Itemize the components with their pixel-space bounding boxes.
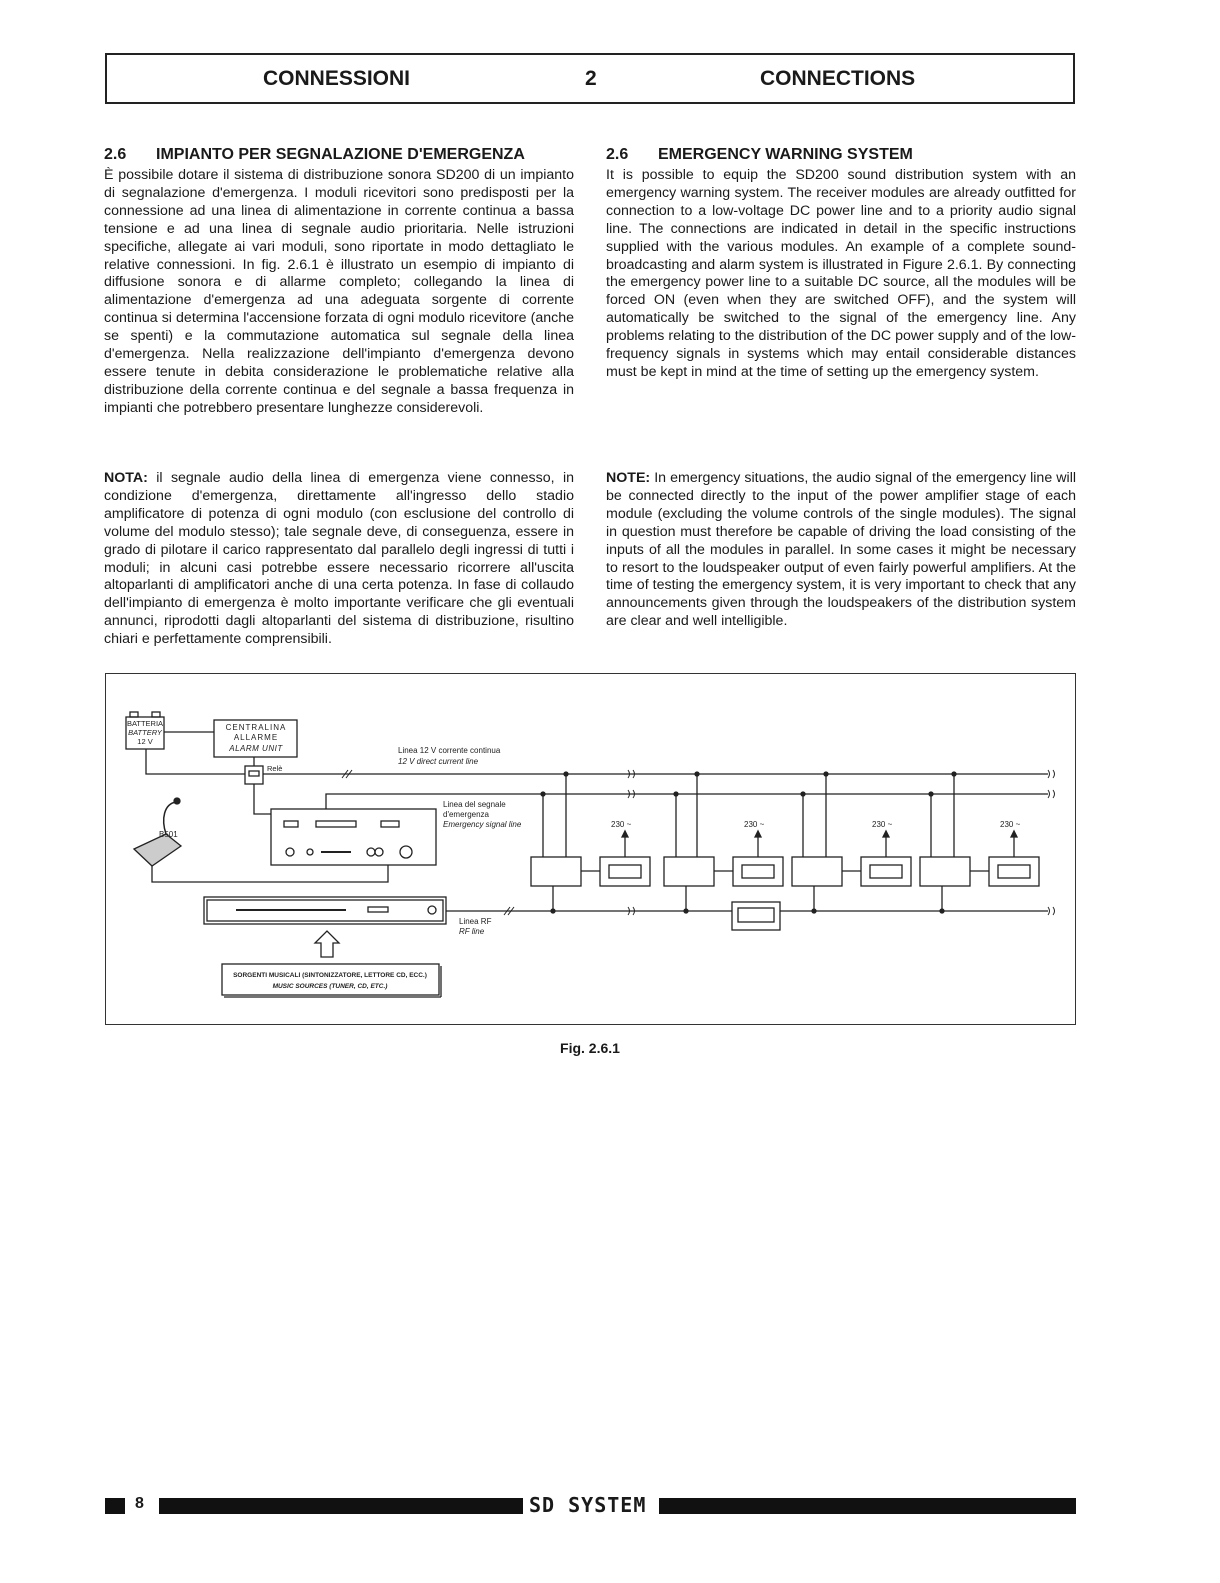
battery-voltage: 12 V <box>137 737 153 746</box>
mains-label: 230 ~ <box>744 820 765 829</box>
zone-3 <box>792 772 911 913</box>
alarm-unit <box>214 720 297 757</box>
alarm-label-it-1: CENTRALINA <box>225 723 287 732</box>
rf-line-label-en: RF line <box>459 927 485 936</box>
em-line-label-en: Emergency signal line <box>443 820 522 829</box>
alarm-label-it-2: ALLARME <box>233 733 279 742</box>
mic-label: B501 <box>159 830 178 839</box>
footer-bar-right <box>659 1498 1076 1514</box>
section-heading-en <box>606 146 1076 164</box>
rf-modulator <box>204 897 446 924</box>
italian-column <box>104 146 574 418</box>
page-number: 8 <box>135 1495 144 1512</box>
section-title-en: EMERGENCY WARNING SYSTEM <box>658 146 913 163</box>
battery-label-en: BATTERY <box>128 728 162 737</box>
note-it <box>104 470 574 649</box>
rf-remote-module <box>732 902 780 930</box>
note-text-it: il segnale audio della linea di emergenza viene connesso, in condizione d'emergenza, direttamente all'ingresso dello stadio amplificatore di potenza di ogni modulo (con esclusione del controllo di volume del modulo stesso); tale segnale deve, di conseguenza, essere in grado di pilotare il carico rappresentato dal parallelo degli ingressi di tutti i moduli; in alcuni casi potrebbe essere necessario ricorrere all'uscita altoparlanti di amplificatori anche di una certa potenza. In fase di collaudo dell'impianto di emergenza è molto importante verificare che gli eventuali annunci, riprodotti dagli altoparlanti del sistema di distribuzione, risultino chiari e perfettamente comprensibili. <box>104 470 574 648</box>
note-en <box>606 470 1076 631</box>
zone-2 <box>664 772 783 913</box>
relay-icon <box>245 757 282 784</box>
battery-label-it: BATTERIA <box>126 719 164 728</box>
page-header <box>105 53 1075 104</box>
mains-label: 230 ~ <box>611 820 632 829</box>
relay-label: Relè <box>267 764 283 773</box>
zone-1 <box>531 772 650 913</box>
brand-logo: SD SYSTEM <box>529 1493 647 1517</box>
note-label-en: NOTE: <box>606 470 651 486</box>
microphone-icon <box>134 798 181 866</box>
rf-line-label-it: Linea RF <box>459 917 492 926</box>
dc-line-label-it: Linea 12 V corrente continua <box>398 746 501 755</box>
header-chapter-number: 2 <box>585 67 597 90</box>
note-label-it: NOTA: <box>104 470 148 486</box>
music-sources-box <box>222 964 441 997</box>
figure-caption: Fig. 2.6.1 <box>560 1040 620 1056</box>
alarm-label-en: ALARM UNIT <box>229 744 283 753</box>
section-title-it: IMPIANTO PER SEGNALAZIONE D'EMERGENZA <box>156 146 525 163</box>
mains-label: 230 ~ <box>872 820 893 829</box>
em-line-label-it-1: Linea del segnale <box>443 800 506 809</box>
body-paragraph-it: È possibile dotare il sistema di distribuzione sonora SD200 di un impianto di segnalazione d'emergenza. I moduli ricevitori sono predisposti per la connessione ad una linea di alimentazione in corrente continua a bassa tensione e ad una linea di segnale audio prioritaria. Nelle istruzioni specifiche, allegate ai vari moduli, sono riportate in modo dettagliato le relative connessioni. In fig. 2.6.1 è illustrato un esempio di impianto di diffusione sonora e di allarme completo; collegando la linea di alimentazione d'emergenza ad una adeguata sorgente di corrente continua si determina l'accensione forzata di ogni modulo ricevitore (anche se spenti) e la commutazione automatica sul segnale della linea d'emergenza. Nella realizzazione dell'impianto d'emergenza devono essere tenute in debita considerazione le problematiche relative alla distribuzione della corrente continua e del segnale a bassa frequenza in impianti che potrebbero presentare lunghezze considerevoli. <box>104 167 574 416</box>
central-receiver <box>271 809 436 865</box>
em-line-label-it-2: d'emergenza <box>443 810 489 819</box>
sources-label-en: MUSIC SOURCES (TUNER, CD, ETC.) <box>272 983 388 990</box>
zone-4 <box>920 772 1039 913</box>
footer-bar-left <box>105 1498 125 1514</box>
mains-label: 230 ~ <box>1000 820 1021 829</box>
section-number-en: 2.6 <box>606 146 629 163</box>
header-right-title: CONNECTIONS <box>760 67 916 90</box>
sources-label-it: SORGENTI MUSICALI (SINTONIZZATORE, LETTORE CD, ECC.) <box>233 972 427 979</box>
note-text-en: In emergency situations, the audio signal of the emergency line will be connected directly to the input of the power amplifier stage of each module (excluding the volume controls of the single modules). The signal in question must therefore be capable of driving the load consisting of the inputs of all the modules in parallel. In some cases it might be necessary to resort to the loudspeaker output of even fairly powerful amplifiers. At the time of testing the emergency system, it is very important to check that any announcements given through the loudspeakers of the distribution system are clear and well intelligible. <box>606 470 1076 630</box>
wiring-diagram <box>105 673 1076 1025</box>
page-footer <box>105 1493 1076 1517</box>
body-paragraph-en: It is possible to equip the SD200 sound distribution system with an emergency warning system. The receiver modules are already outfitted for connection to a low-voltage DC power line and to a priority audio signal line. The connections are indicated in detail in the specific instructions supplied with the various modules. An example of a complete sound-broadcasting and alarm system is illustrated in Figure 2.6.1. By connecting the emergency power line to a suitable DC source, all the modules will be forced ON (even when they are switched OFF), and the system will automatically be switched to the signal of the emergency line. Any problems relating to the distribution of the DC power supply and of the low-frequency signals in systems which may entail considerable distances must be kept in mind at the time of setting up the emergency system. <box>606 167 1076 380</box>
english-column <box>606 146 1076 382</box>
footer-bar-middle <box>159 1498 523 1514</box>
dc-line-label-en: 12 V direct current line <box>398 757 479 766</box>
section-heading-it <box>104 146 574 164</box>
header-left-title: CONNESSIONI <box>263 67 411 90</box>
section-number-it: 2.6 <box>104 146 127 163</box>
battery-icon <box>126 712 164 749</box>
